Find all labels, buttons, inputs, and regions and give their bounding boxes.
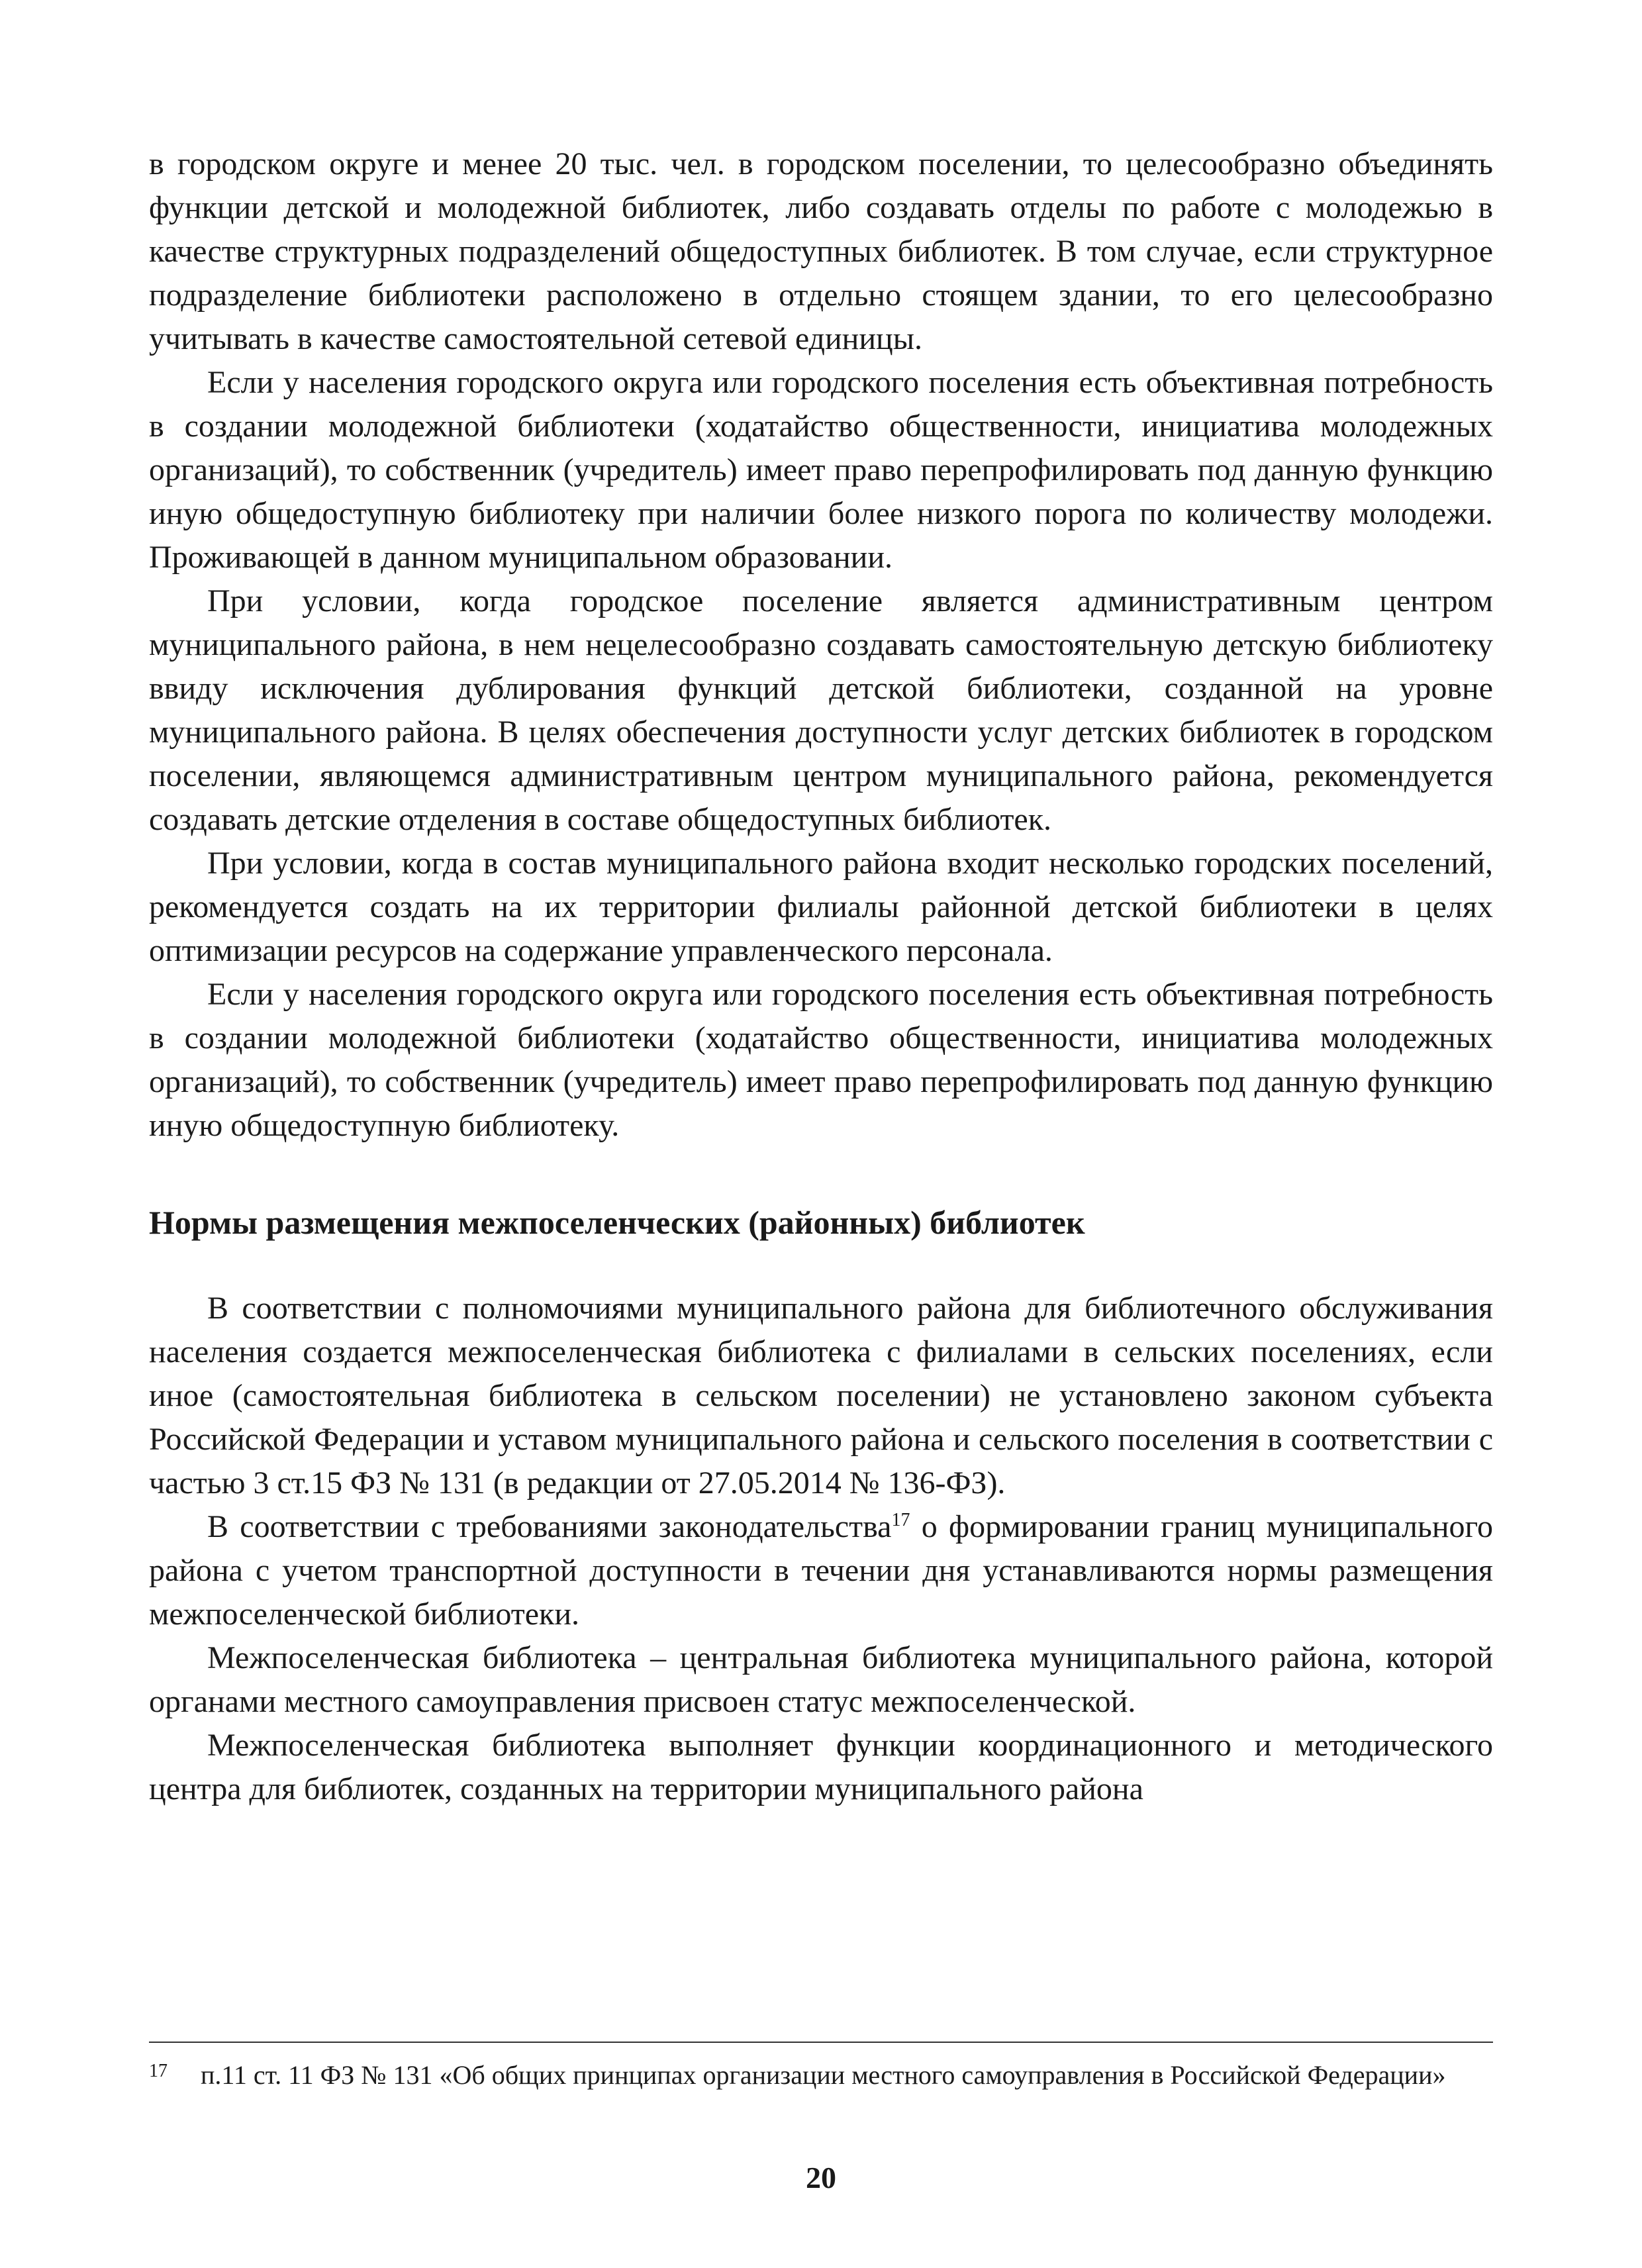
footnote-reference[interactable]: 17 — [891, 1510, 910, 1530]
footnote-text: п.11 ст. 11 ФЗ № 131 «Об общих принципах организации местного самоуправления в Российской Федерации» — [201, 2060, 1446, 2090]
page-number: 20 — [806, 2161, 836, 2194]
footnote — [149, 2058, 1493, 2093]
footnote-divider — [149, 2042, 1493, 2043]
paragraph-central-library: Межпоселенческая библиотека – центральная библиотека муниципального района, которой органами местного самоуправления присвоен статус межпоселенческой. — [149, 1640, 1493, 1719]
page-body — [149, 142, 1493, 1811]
paragraph-legislation-requirements — [149, 1505, 1493, 1636]
paragraph-admin-center: При условии, когда городское поселение является административным центром муниципального района, в нем нецелесообразно создавать самостоятельную детскую библиотеку ввиду исключения дублирования функций детской библиотеки, созданной на уровне муниципального района. В целях обеспечения доступности услуг детских библиотек в городском поселении, являющемся административным центром муниципального района, рекомендуется создавать детские отделения в составе общедоступных библиотек. — [149, 583, 1493, 837]
paragraph-youth-library: Если у населения городского округа или городского поселения есть объективная потребность в создании молодежной библиотеки (ходатайство общественности, инициатива молодежных организаций), то собственник (учредитель) имеет право перепрофилировать под данную функцию иную общедоступную библиотеку при наличии более низкого порога по количеству молодежи. Проживающей в данном муниципальном образовании. — [149, 365, 1493, 575]
paragraph-intersettlement-creation: В соответствии с полномочиями муниципального района для библиотечного обслуживания населения создается межпоселенческая библиотека с филиалами в сельских поселениях, если иное (самостоятельная библиотека в сельском поселении) не установлено законом субъекта Российской Федерации и уставом муниципального района и сельского поселения в соответствии с частью 3 ст.15 ФЗ № 131 (в редакции от 27.05.2014 № 136-ФЗ). — [149, 1291, 1493, 1501]
section-heading: Нормы размещения межпоселенческих (районных) библиотек — [149, 1204, 1085, 1241]
legislation-text-after: о формировании границ муниципального района с учетом транспортной доступности в течении дня устанавливаются нормы размещения межпоселенческой библиотеки. — [149, 1509, 1493, 1632]
paragraph-continuation: в городском округе и менее 20 тыс. чел. в городском поселении, то целесообразно объединять функции детской и молодежной библиотек, либо создавать отделы по работе с молодежью в качестве структурных подразделений общедоступных библиотек. В том случае, если структурное подразделение библиотеки расположено в отдельно стоящем здании, то его целесообразно учитывать в качестве самостоятельной сетевой единицы. — [149, 146, 1493, 356]
paragraph-youth-library-repeat: Если у населения городского округа или городского поселения есть объективная потребность в создании молодежной библиотеки (ходатайство общественности, инициатива молодежных организаций), то собственник (учредитель) имеет право перепрофилировать под данную функцию иную общедоступную библиотеку. — [149, 977, 1493, 1143]
footnote-number: 17 — [149, 2061, 168, 2081]
legislation-text-before: В соответствии с требованиями законодательства — [207, 1509, 892, 1544]
paragraph-several-settlements: При условии, когда в состав муниципального района входит несколько городских поселений, рекомендуется создать на их территории филиалы районной детской библиотеки в целях оптимизации ресурсов на содержание управленческого персонала. — [149, 846, 1493, 968]
paragraph-coordination-center: Межпоселенческая библиотека выполняет функции координационного и методического центра для библиотек, созданных на территории муниципального района — [149, 1728, 1493, 1806]
